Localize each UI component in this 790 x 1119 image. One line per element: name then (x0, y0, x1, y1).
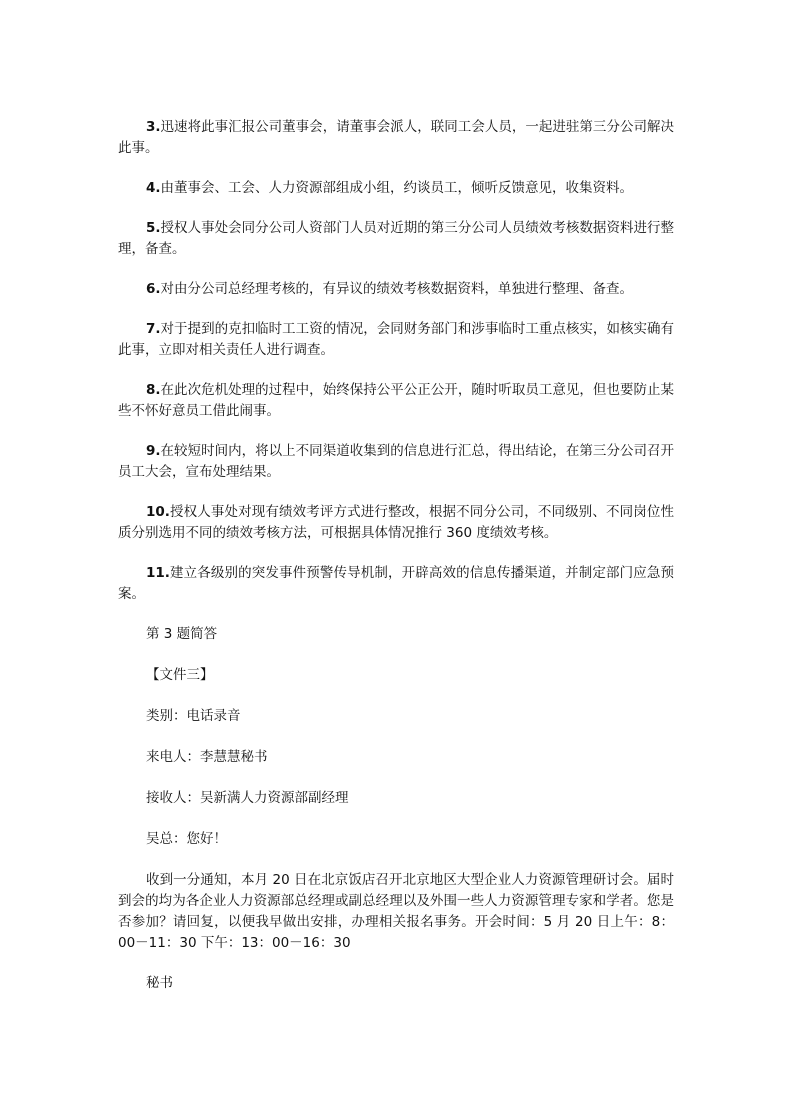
item-text: 对于提到的克扣临时工工资的情况，会同财务部门和涉事临时工重点核实，如核实确有此事，立即对相关责任人进行调查。 (118, 321, 674, 358)
item-text: 授权人事处对现有绩效考评方式进行整改，根据不同分公司，不同级别、不同岗位性质分别选用不同的绩效考核方法，可根据具体情况推行 360 度绩效考核。 (118, 504, 674, 541)
list-item-3 (118, 117, 674, 159)
list-item-6 (118, 279, 674, 300)
item-number: 10. (146, 504, 170, 520)
item-text: 授权人事处会同分公司人资部门人员对近期的第三分公司人员绩效考核数据资料进行整理，备查。 (118, 220, 674, 257)
item-number: 5. (146, 220, 161, 236)
item-number: 9. (146, 443, 161, 459)
item-number: 6. (146, 281, 161, 297)
item-number: 7. (146, 321, 161, 337)
list-item-10 (118, 502, 674, 544)
list-item-5 (118, 218, 674, 260)
file-label: 【文件三】 (146, 667, 214, 683)
list-item-9 (118, 441, 674, 483)
item-number: 3. (146, 119, 161, 135)
item-text: 迅速将此事汇报公司董事会，请董事会派人，联同工会人员，一起进驻第三分公司解决此事。 (118, 119, 674, 156)
category-line: 类别：电话录音 (146, 708, 241, 724)
list-item-8 (118, 380, 674, 422)
item-text: 在此次危机处理的过程中，始终保持公平公正公开，随时听取员工意见，但也要防止某些不怀好意员工借此闹事。 (118, 382, 674, 419)
item-number: 11. (146, 565, 170, 581)
greeting-line: 吴总：您好！ (146, 831, 227, 847)
message-body: 收到一分通知，本月 20 日在北京饭店召开北京地区大型企业人力资源管理研讨会。届时到会的均为各企业人力资源部总经理或副总经理以及外围一些人力资源管理专家和学者。您是否参加？请回复，以便我早做出安排，办理相关报名事务。开会时间：5 月 20 日上午：8：00－11：30 下午：13：00－16：30 (118, 872, 674, 951)
list-item-7 (118, 319, 674, 361)
document-content (118, 117, 674, 1014)
item-text: 在较短时间内，将以上不同渠道收集到的信息进行汇总，得出结论，在第三分公司召开员工大会，宣布处理结果。 (118, 443, 674, 480)
item-number: 8. (146, 382, 161, 398)
item-text: 建立各级别的突发事件预警传导机制，开辟高效的信息传播渠道，并制定部门应急预案。 (118, 565, 674, 602)
receiver-line: 接收人：吴新满人力资源部副经理 (146, 790, 349, 806)
list-item-4 (118, 178, 674, 199)
caller-line: 来电人：李慧慧秘书 (146, 749, 268, 765)
list-item-11 (118, 563, 674, 605)
item-text: 由董事会、工会、人力资源部组成小组，约谈员工，倾听反馈意见，收集资料。 (160, 180, 634, 196)
signature: 秘书 (146, 975, 173, 991)
section-heading: 第 3 题简答 (146, 626, 218, 642)
item-text: 对由分公司总经理考核的，有异议的绩效考核数据资料，单独进行整理、备查。 (160, 281, 634, 297)
item-number: 4. (146, 180, 161, 196)
